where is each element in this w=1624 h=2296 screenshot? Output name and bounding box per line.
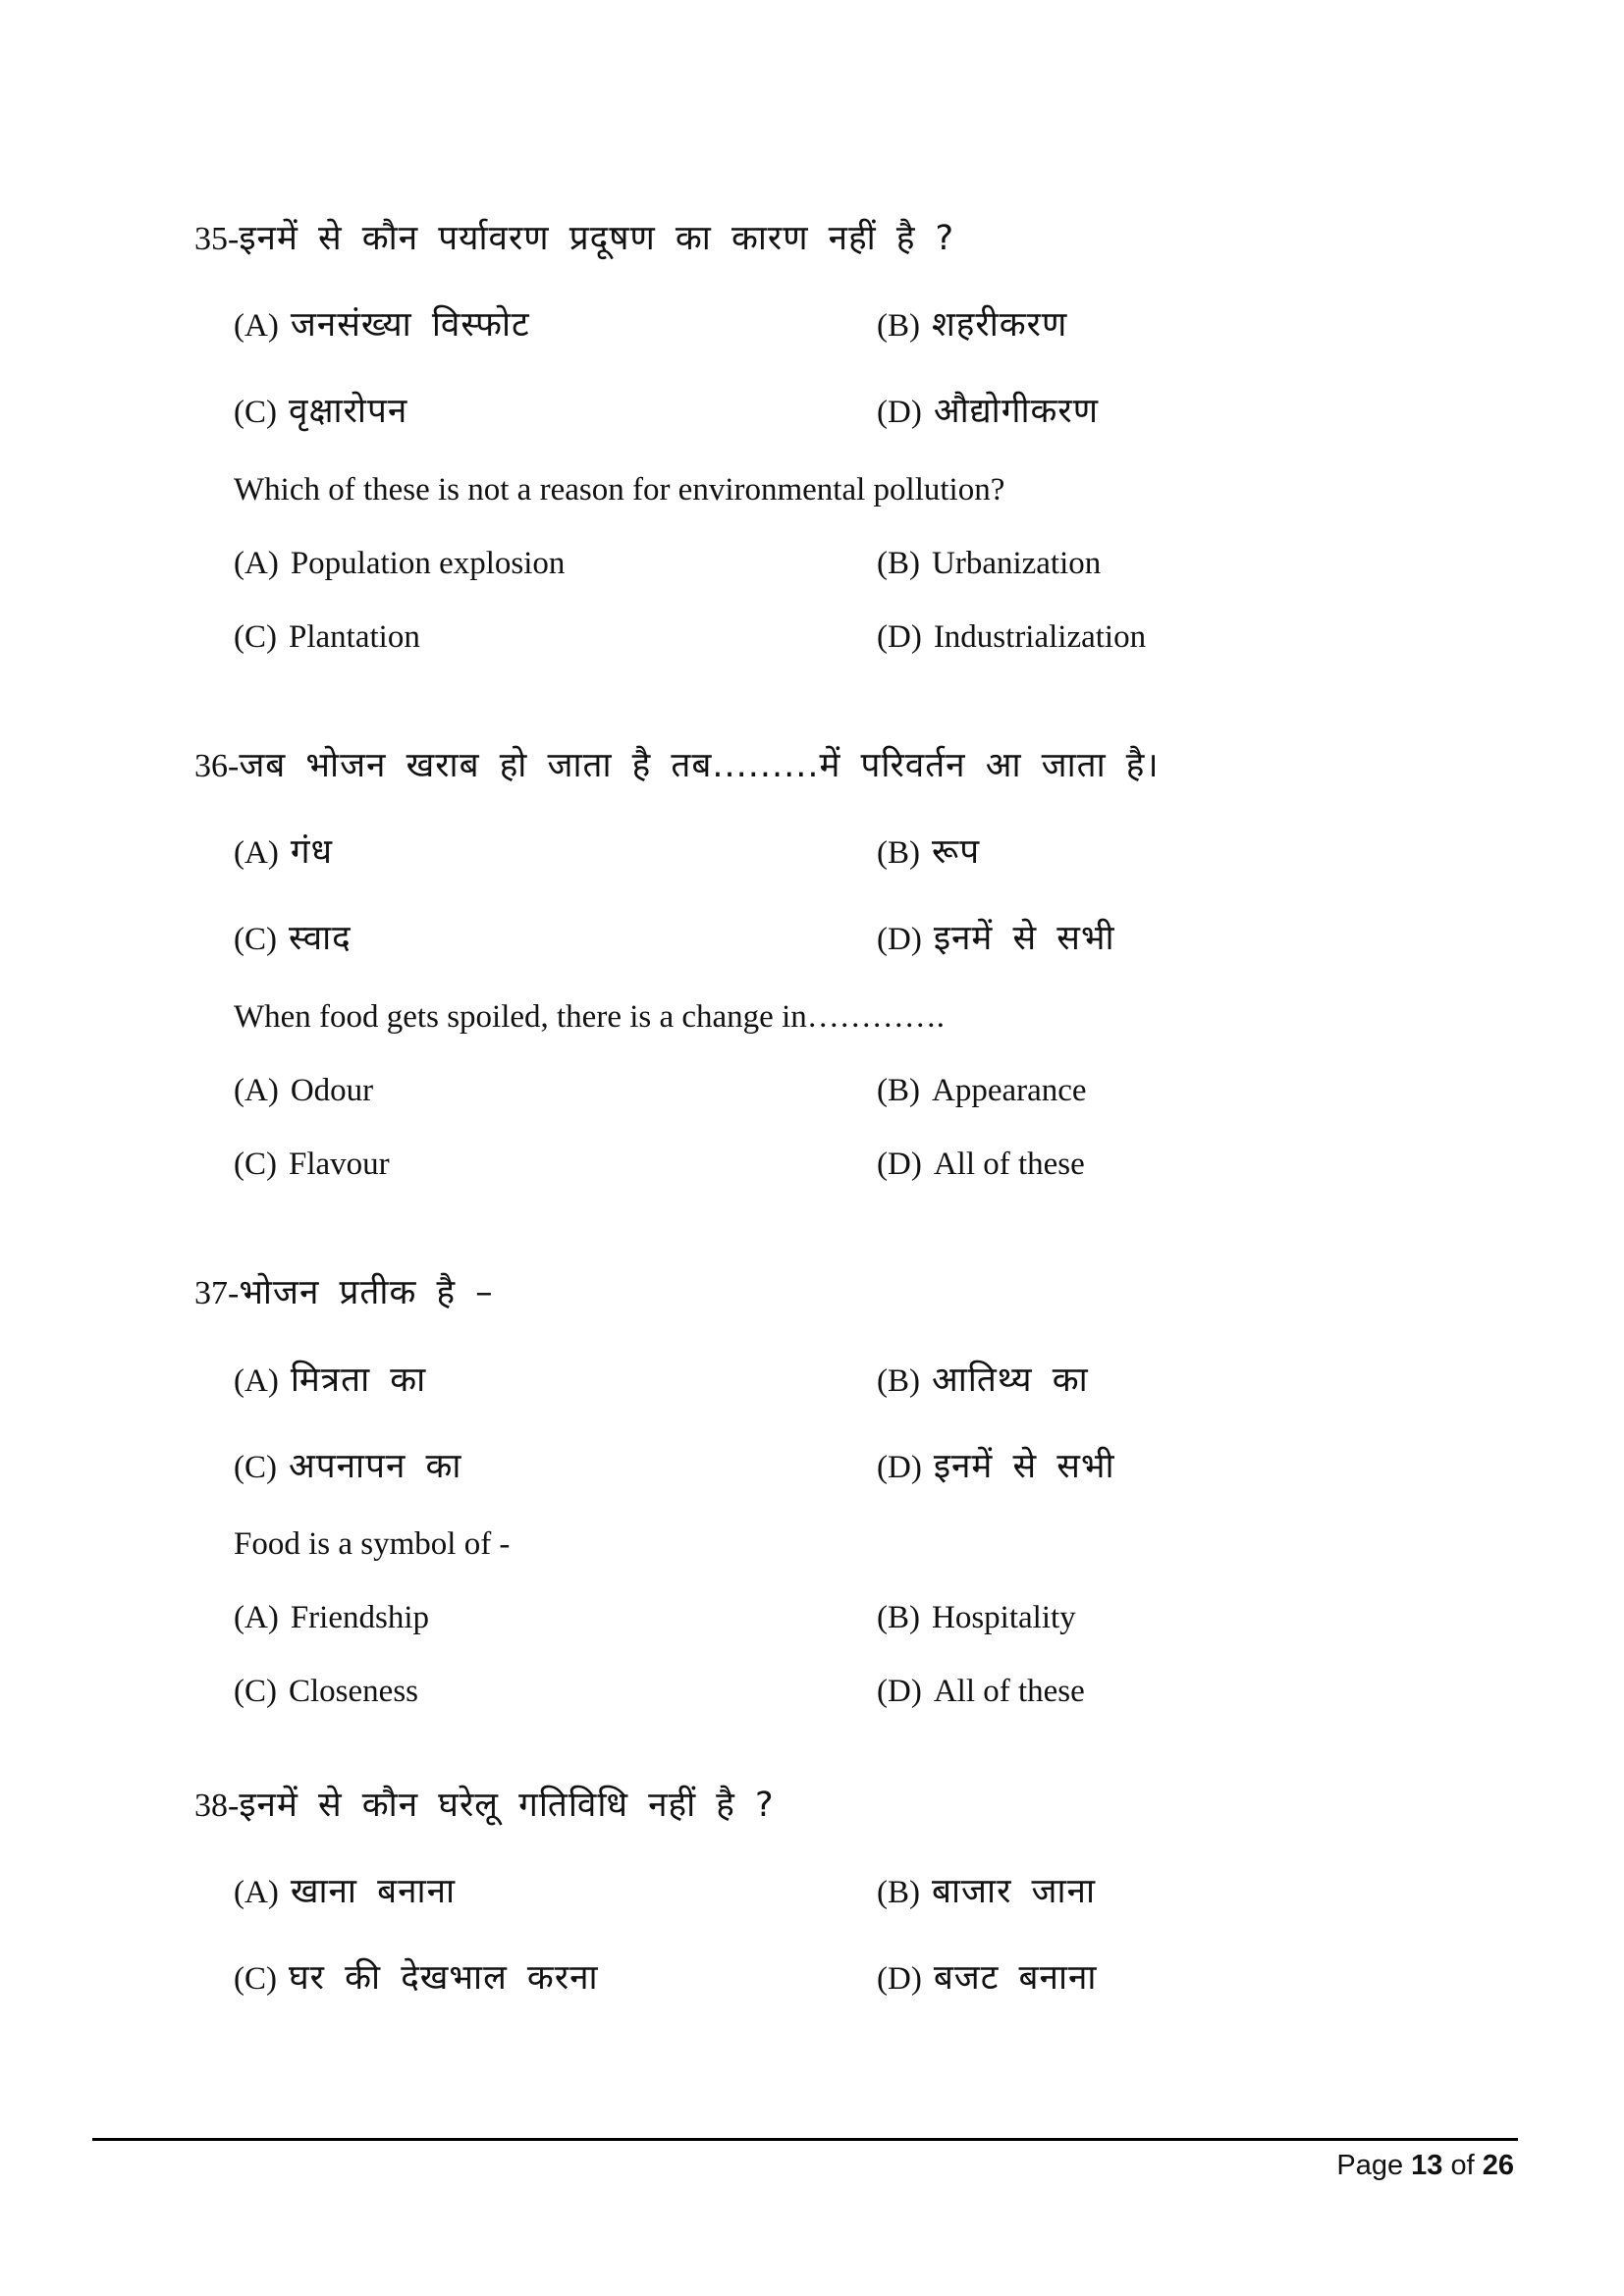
question-36-hindi: [194, 741, 1160, 787]
option-c-hindi: (C) अपनापन का: [234, 1447, 462, 1486]
page-number: [1336, 2150, 1514, 2182]
question-text-hindi: जब भोजन खराब हो जाता है तब.........में परिवर्तन आ जाता है।: [239, 746, 1160, 785]
option-b-hindi: (B) बाजार जाना: [877, 1872, 1097, 1911]
option-c-english: (C) Flavour: [234, 1147, 390, 1182]
option-d-hindi: (D) इनमें से सभी: [877, 919, 1115, 958]
question-number: 38-: [194, 1788, 240, 1824]
question-text-hindi: इनमें से कौन पर्यावरण प्रदूषण का कारण नहीं है ?: [239, 219, 955, 258]
question-text-hindi: इनमें से कौन घरेलू गतिविधि नहीं है ?: [239, 1786, 775, 1825]
option-b-english: (B) Appearance: [877, 1073, 1087, 1108]
of-word: of: [1450, 2150, 1475, 2181]
option-a-hindi: (A) जनसंख्या विस्फोट: [234, 305, 530, 345]
question-number: 37-: [194, 1275, 240, 1311]
option-d-hindi: (D) बजट बनाना: [877, 1958, 1098, 1998]
option-a-hindi: (A) मित्रता का: [234, 1361, 427, 1400]
current-page: 13: [1411, 2150, 1443, 2181]
option-b-english: (B) Hospitality: [877, 1600, 1076, 1635]
option-d-english: (D) Industrialization: [877, 619, 1147, 655]
question-number: 35-: [194, 221, 240, 257]
option-d-english: (D) All of these: [877, 1674, 1085, 1709]
option-d-english: (D) All of these: [877, 1147, 1085, 1182]
option-a-english: (A) Friendship: [234, 1600, 429, 1635]
option-d-hindi: (D) औद्योगीकरण: [877, 392, 1100, 431]
option-a-english: (A) Population explosion: [234, 546, 566, 581]
question-number: 36-: [194, 748, 240, 784]
question-35-hindi: [194, 214, 954, 260]
option-d-hindi: (D) इनमें से सभी: [877, 1447, 1115, 1486]
option-b-english: (B) Urbanization: [877, 546, 1102, 581]
option-c-hindi: (C) वृक्षारोपन: [234, 392, 408, 431]
question-35-english: Which of these is not a reason for environmental pollution?: [234, 472, 1005, 507]
question-37-english: Food is a symbol of -: [234, 1526, 511, 1562]
option-b-hindi: (B) शहरीकरण: [877, 305, 1068, 345]
option-a-hindi: (A) खाना बनाना: [234, 1872, 457, 1911]
question-text-hindi: भोजन प्रतीक है –: [239, 1273, 494, 1312]
option-a-english: (A) Odour: [234, 1073, 374, 1108]
option-c-hindi: (C) स्वाद: [234, 919, 352, 958]
option-b-hindi: (B) रूप: [877, 832, 981, 872]
option-c-english: (C) Plantation: [234, 619, 420, 655]
total-pages: 26: [1482, 2150, 1514, 2181]
question-36-english: When food gets spoiled, there is a change in………….: [234, 999, 945, 1035]
question-38-hindi: [194, 1781, 775, 1827]
option-b-hindi: (B) आतिथ्य का: [877, 1361, 1089, 1400]
option-a-hindi: (A) गंध: [234, 832, 334, 872]
option-c-english: (C) Closeness: [234, 1674, 418, 1709]
page-word: Page: [1336, 2150, 1404, 2181]
option-c-hindi: (C) घर की देखभाल करना: [234, 1958, 599, 1998]
footer-divider: [92, 2138, 1518, 2141]
question-37-hindi: [194, 1268, 494, 1314]
